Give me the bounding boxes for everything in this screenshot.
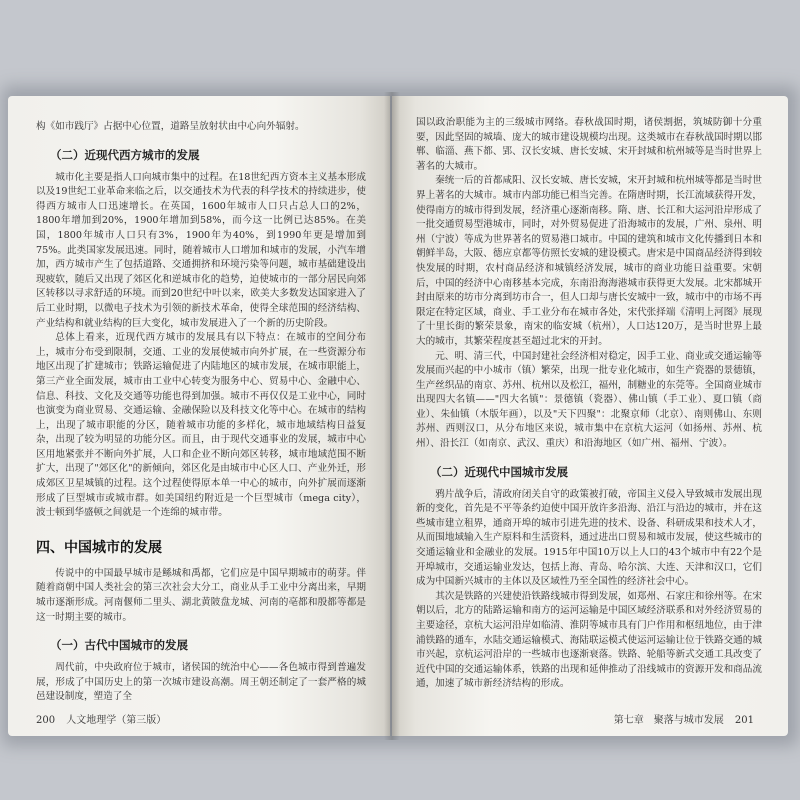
- right-page: [392, 96, 788, 736]
- paragraph: 其次是铁路的兴建使沿铁路线城市得到发展，如郑州、石家庄和徐州等。在宋朝以后，北方的陆路运输和南方的运河运输是中国区域经济联系和对外经济贸易的主要途径，京杭大运河沿岸如临清、淮阴等城市具有门户作用和枢纽地位，由于津浦铁路的通车，水陆交通运输模式、海陆联运模式使运河运输让位于铁路交通的城市兴起，京杭运河沿岸的一些城市也逐渐衰落。铁路、轮船等新式交通工具改变了近代中国的交通运输体系，铁路的出现和延伸推动了沿线城市的资源开发和商品流通，加速了城市新经济结构的形成。: [416, 590, 762, 690]
- paragraph: 元、明、清三代，中国封建社会经济相对稳定，因手工业、商业或交通运输等发展而兴起的中小城市（镇）繁荣，出现一批专业化城市，如生产瓷器的景德镇，生产丝织品的南京、苏州、杭州以及松江，福州，制糖业的东莞等。全国商业城市出现四大名镇——"四大名镇"：景德镇（瓷器）、佛山镇（手工业）、夏口镇（商业）、朱仙镇（木版年画），以及"天下四聚"：北聚京师（北京）、南则佛山、东则苏州、西则汉口，从分布地区来说，城市集中在京杭大运河（如扬州、苏州、杭州）、沿长江（如南京、武汉、重庆）和沿海地区（如广州、福州、宁波）。: [416, 350, 762, 450]
- heading-modern-china: （二）近现代中国城市发展: [430, 464, 568, 479]
- chapter-title: 第七章 聚落与城市发展: [613, 715, 724, 726]
- heading-modern-west: （二）近现代西方城市的发展: [50, 147, 200, 162]
- heading-china-cities: 四、中国城市的发展: [36, 539, 162, 556]
- right-footer: [614, 711, 762, 726]
- right-text-column: [416, 116, 762, 692]
- paragraph: 总体上看来，近现代西方城市的发展具有以下特点：在城市的空间分布上，城市分布受到限制，交通、工业的发展使城市向外扩展，在一些资源分布地区出现了扩建城市；铁路运输促进了内陆地区的城市发展，在城市职能上，第三产业全面发展，城市由工业中心转变为服务中心、贸易中心、金融中心、信息、科技、文化及交通等功能也得到加强。城市不再仅仅是工业中心，同时也演变为商业贸易、交通运输、金融保险以及科技文化等中心。在城市的结构上，出现了城市职能的分区，随着城市功能的多样化，城市地域结构日益复杂，出现了较为明显的功能分区。而且，由于现代交通事业的发展，城市中心区用地紧张并不断向外扩展，人口和企业不断向郊区转移，城市地域范围不断扩大，出现了"郊区化"的新倾向，郊区化是由城市中心区人口、产业外迁，形成郊区卫星城镇的过程。这个过程使得原本单一中心的城市，向外扩展而逐渐形成了巨型城市或城市群。如美国纽约附近是一个巨型城市（mega city），波士顿到华盛顿之间就是一个连绵的城市带。: [36, 332, 366, 519]
- page-number: 200: [36, 715, 56, 726]
- heading-ancient-china: （一）古代中国城市的发展: [50, 638, 188, 653]
- left-footer: [36, 711, 174, 726]
- paragraph: 国以政治职能为主的三级城市网络。春秋战国时期，诸侯割据，筑城防御十分重要，因此坚固的城墙、庞大的城市建设规模均出现。这类城市在春秋战国时期以邯郸、临淄、燕下都、郢、汉长安城、唐长安城、宋开封城和杭州城等是当时世界上著名的大城市。: [416, 117, 762, 172]
- page-number: 201: [734, 715, 754, 726]
- paragraph: 秦统一后的首都咸阳、汉长安城、唐长安城，宋开封城和杭州城等都是当时世界上著名的大城市。城市内部功能已相当完善。在隋唐时期，长江流域获得开发，使得南方的城市得到发展，经济重心逐渐南移。隋、唐、长江和大运河沿岸形成了一批交通贸易型港城市，同时，对外贸易促进了沿海城市的发展，广州、泉州、明州（宁波）等成为世界著名的贸易港口城市。中国的建筑和城市文化传播到日本和朝鲜半岛，大阪、德应京都等仿照长安城的建设模式。唐宋是中国商品经济得到较快发展的时期，农村商品经济和城镇经济发展，城市的商业功能日益重要。宋朝后，中国的经济中心南移基本完成，东南沿海海港城市获得更大发展。北宋都城开封由原来的坊市分离到坊市合一，但人口却与唐长安城中一致，城市中的市场不再限定在特定区域，商业、手工业分布在城市各处，宋代张择端《清明上河图》展现了十里长街的繁荣景象，南宋的临安城（杭州），人口达120万，是当时世界上最大的城市，其繁荣程度甚至超过北宋的开封。: [416, 175, 762, 347]
- book-spine-gutter: [384, 92, 400, 740]
- left-top-line: 构《如市践厅》占据中心位置，道路呈放射状由中心向外辐射。: [36, 121, 305, 132]
- book-title: 人文地理学（第三版）: [66, 715, 167, 726]
- paragraph: 城市化主要是指人口向城市集中的过程。在18世纪西方资本主义基本形成以及19世纪工业革命来临之后，以交通技术为代表的科学技术的持续进步，使得西方城市人口迅速增长。在英国，1600年城市人口只占总人口的2%，1800年增加到20%，1900年增加到58%，而今这一比例已达85%。在美国，1800年城市人口只有3%，1900年为40%，到1990年更是增加到75%。此类国家发展迅速。同时，随着城市人口增加和城市的发展，小汽车增加，西方城市产生了包括道路、交通拥挤和环境污染等问题，城市基础建设出现疲软，随后又出现了郊区化和逆城市化的趋势，迫使城市的一部分居民向郊区转移以寻求舒适的环境。而到20世纪中叶以来，欧美大多数发达国家进入了后工业时期，以微电子技术为引领的新技术革命，使得全球范围的经济结构、产业结构和就业结构的巨大变化，城市发展进入了一个新的历史阶段。: [36, 171, 366, 329]
- left-page: [8, 96, 390, 736]
- paragraph: 传说中的中国最早城市是鲧城和禹都，它们应是中国早期城市的萌芽。伴随着商朝中国人类社会的第三次社会大分工，商业从手工业中分离出来，早期城市逐渐形成。河南偃师二里头、湖北黄陂盘龙城、河南的亳都和殷都等都是这一时期主要的城市。: [36, 567, 366, 623]
- paragraph: 鸦片战争后，清政府闭关自守的政策被打破，帝国主义侵入导致城市发展出现新的变化，首先是不平等条约迫使中国开放许多沿海、沿江与沿边的城市，并在这些城市建立租界，通商开埠的城市引进先进的技术、设备、科研成果和技术人才，从而围地域输入生产原料和生活资料，通过进出口贸易和城市发展，使这些城市的交通运输业和金融业的发展。1915年中国10万以上人口的43个城市中有22个是开埠城市，交通运输业发达，包括上海、青岛、哈尔滨、大连、天津和汉口，它们成为中国新兴城市的主体以及区域性乃至全国性的经济社会中心。: [416, 488, 762, 588]
- left-text-column: [36, 120, 366, 705]
- paragraph: 周代前，中央政府位于城市，诸侯国的统治中心——各色城市得到普遍发展，形成了中国历史上的第一次城市建设高潮。周王朝还制定了一套严格的城邑建设制度，塑造了全: [36, 662, 366, 703]
